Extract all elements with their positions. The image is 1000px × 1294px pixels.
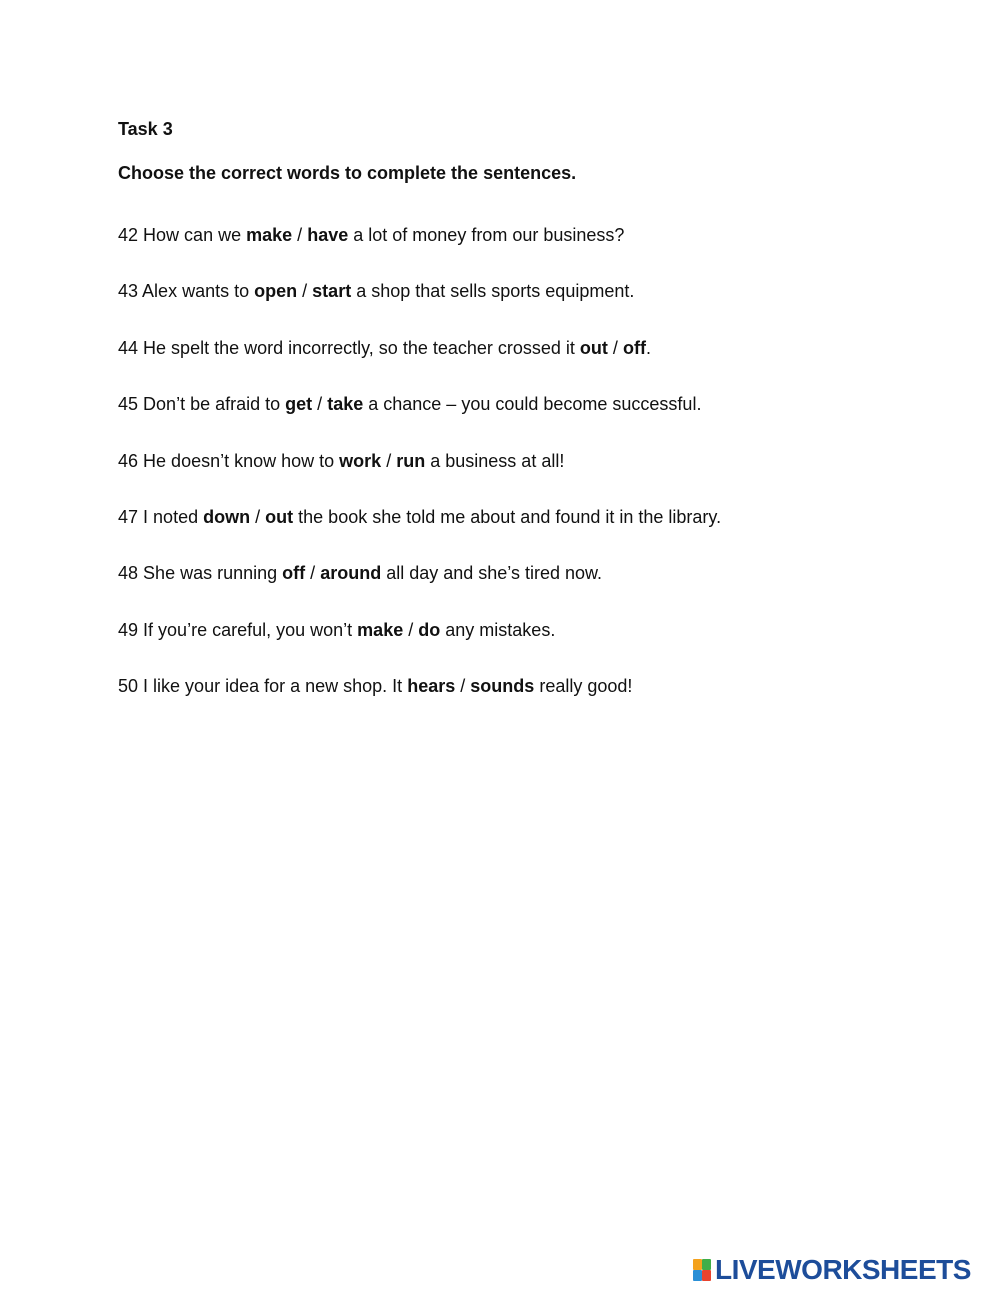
- option-a[interactable]: work: [339, 450, 382, 471]
- option-a[interactable]: get: [285, 394, 313, 415]
- option-b[interactable]: around: [320, 563, 382, 584]
- sentence-text-before: Alex wants to: [142, 281, 250, 302]
- sentence-item: [118, 676, 721, 732]
- option-a[interactable]: out: [579, 337, 608, 358]
- logo-text: LIVEWORKSHEETS: [715, 1254, 971, 1285]
- sentence-text-before: Don’t be afraid to: [143, 394, 281, 415]
- sentence-number: 47: [118, 506, 139, 527]
- option-separator: /: [460, 676, 466, 697]
- liveworksheets-logo-icon: [693, 1259, 711, 1281]
- sentence-text-before: I noted: [143, 506, 199, 527]
- sentence-number: 50: [118, 676, 139, 697]
- logo-square-v: [693, 1270, 702, 1281]
- sentence-text-before: How can we: [143, 225, 242, 245]
- option-b[interactable]: start: [312, 281, 352, 302]
- logo-square-l: [693, 1259, 702, 1270]
- option-a[interactable]: make: [357, 619, 404, 640]
- option-a[interactable]: open: [254, 281, 298, 302]
- sentence-item: [118, 563, 721, 619]
- sentence-number: 46: [118, 450, 139, 471]
- sentence-text-before: He spelt the word incorrectly, so the teacher crossed it: [143, 337, 575, 358]
- sentence-text-before: She was running: [143, 563, 278, 584]
- option-separator: /: [408, 619, 414, 640]
- option-separator: /: [255, 506, 261, 527]
- option-separator: /: [317, 394, 323, 415]
- sentence-item: [118, 507, 721, 563]
- sentence-text-after: a business at all!: [430, 450, 565, 471]
- sentence-number: 43: [118, 281, 139, 302]
- sentence-text-after: the book she told me about and found it in the library.: [298, 506, 722, 527]
- sentence-text-after: a chance – you could become successful.: [368, 394, 702, 415]
- sentence-text-before: I like your idea for a new shop. It: [143, 676, 403, 697]
- option-b[interactable]: sounds: [470, 676, 535, 697]
- sentence-item: [118, 281, 721, 337]
- sentence-text-after: any mistakes.: [445, 619, 556, 640]
- option-separator: /: [297, 225, 303, 245]
- option-b[interactable]: off: [622, 337, 646, 358]
- task-title: Task 3: [118, 119, 173, 139]
- sentence-item: [118, 620, 721, 676]
- sentence-item: [118, 394, 721, 450]
- option-b[interactable]: run: [396, 450, 426, 471]
- option-a[interactable]: hears: [407, 676, 456, 697]
- option-a[interactable]: make: [246, 225, 293, 245]
- sentence-number: 48: [118, 563, 139, 584]
- sentence-number: 42: [118, 225, 139, 245]
- task-instructions: Choose the correct words to complete the sentences.: [118, 163, 577, 183]
- liveworksheets-logo: [693, 1254, 971, 1285]
- sentence-text-after: all day and she’s tired now.: [386, 563, 603, 584]
- logo-square-e: [702, 1270, 711, 1281]
- sentence-text-before: If you’re careful, you won’t: [143, 619, 353, 640]
- sentence-text-after: really good!: [539, 676, 633, 697]
- option-b[interactable]: take: [327, 394, 364, 415]
- option-separator: /: [386, 450, 392, 471]
- sentence-text-after: a shop that sells sports equipment.: [356, 281, 635, 302]
- sentence-number: 45: [118, 394, 139, 415]
- sentence-text-before: He doesn’t know how to: [143, 450, 335, 471]
- sentence-list: [118, 225, 721, 733]
- sentence-item: [118, 225, 721, 281]
- option-a[interactable]: off: [282, 563, 306, 584]
- option-b[interactable]: have: [307, 225, 349, 245]
- option-b[interactable]: out: [265, 506, 294, 527]
- option-a[interactable]: down: [203, 506, 251, 527]
- sentence-item: [118, 451, 721, 507]
- logo-square-i: [702, 1259, 711, 1270]
- sentence-number: 49: [118, 619, 139, 640]
- option-separator: /: [612, 337, 618, 358]
- sentence-text-after: a lot of money from our business?: [353, 225, 625, 245]
- sentence-number: 44: [118, 337, 139, 358]
- option-separator: /: [302, 281, 308, 302]
- sentence-text-after: .: [645, 337, 651, 358]
- sentence-item: [118, 338, 721, 394]
- option-separator: /: [310, 563, 316, 584]
- option-b[interactable]: do: [418, 619, 441, 640]
